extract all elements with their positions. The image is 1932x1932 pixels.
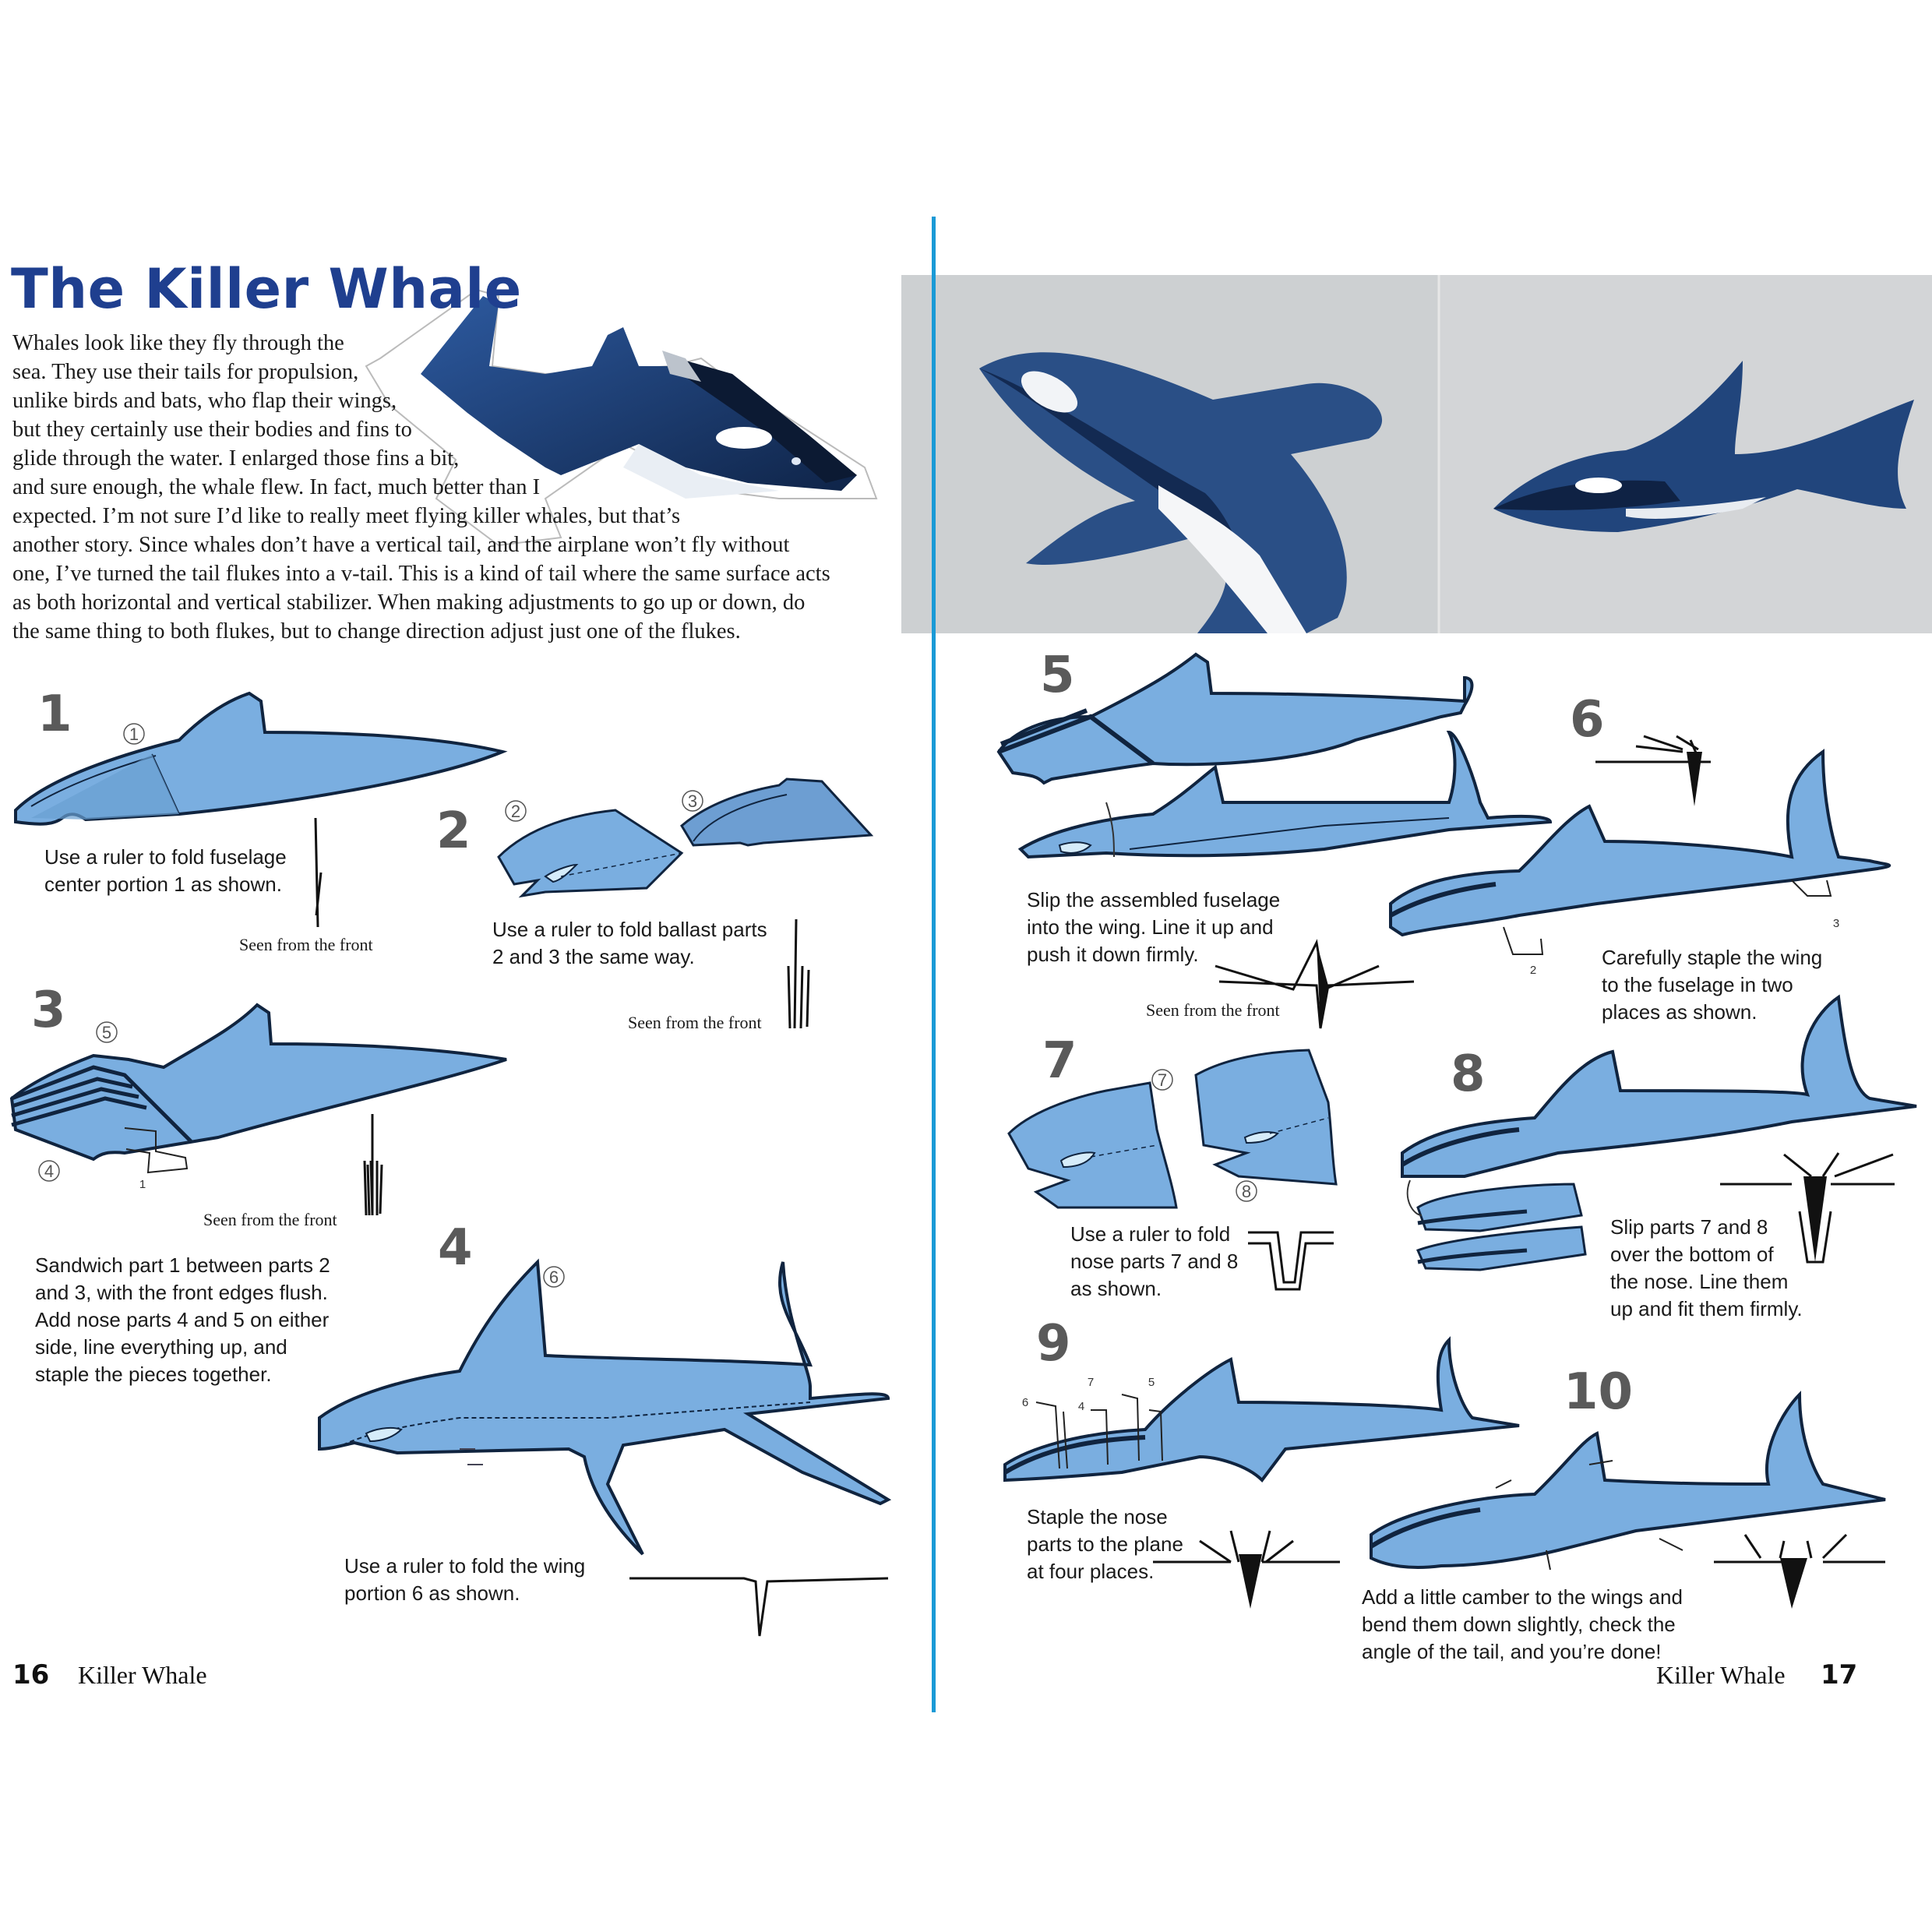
step8-caption xyxy=(1610,1214,1803,1323)
orca-photos xyxy=(901,275,1932,633)
intro-line: one, I’ve turned the tail flukes into a v-tail. This is a kind of tail where the same surface acts xyxy=(12,562,830,586)
step-number-1: 1 xyxy=(37,686,72,743)
step7-part-label-a: 7 xyxy=(1157,1070,1168,1090)
step3-seen-from-front: Seen from the front xyxy=(203,1210,337,1229)
caption-line: Use a ruler to fold ballast parts xyxy=(492,918,767,941)
step-number-2: 2 xyxy=(436,802,471,860)
caption-line: at four places. xyxy=(1027,1560,1155,1583)
caption-line: push it down firmly. xyxy=(1027,943,1199,966)
caption-line: the nose. Line them xyxy=(1610,1270,1789,1293)
step5-assembly-diagram xyxy=(999,654,1550,1028)
step6-staple-label-b: 3 xyxy=(1832,917,1840,930)
step9-caption xyxy=(1027,1504,1183,1585)
caption-line: staple the pieces together. xyxy=(35,1363,272,1386)
intro-line: the same thing to both flukes, but to change direction adjust just one of the flukes. xyxy=(12,619,741,643)
running-head-right: Killer Whale xyxy=(1656,1661,1786,1689)
intro-paragraph xyxy=(12,329,830,646)
page-gutter-divider xyxy=(932,217,936,1712)
step2-part-label-a: 2 xyxy=(510,802,521,821)
caption-line: Slip the assembled fuselage xyxy=(1027,888,1281,911)
caption-line: bend them down slightly, check the xyxy=(1362,1613,1676,1636)
caption-line: over the bottom of xyxy=(1610,1243,1774,1266)
running-head-left: Killer Whale xyxy=(78,1661,207,1689)
step-number-7: 7 xyxy=(1042,1032,1077,1090)
caption-line: to the fuselage in two xyxy=(1602,973,1793,996)
step1-caption xyxy=(44,844,287,898)
step3-sandwich-diagram xyxy=(12,1005,506,1215)
step2-ballast-diagram xyxy=(499,779,871,1028)
step1-part-label: 1 xyxy=(129,724,139,744)
step3-staple-label: 1 xyxy=(139,1178,146,1191)
caption-line: into the wing. Line it up and xyxy=(1027,915,1274,939)
step7-caption xyxy=(1070,1221,1238,1303)
step5-caption xyxy=(1027,887,1280,968)
intro-line: another story. Since whales don’t have a vertical tail, and the airplane won’t fly without xyxy=(12,533,790,557)
intro-line: but they certainly use their bodies and fins to xyxy=(12,418,412,442)
page-title: The Killer Whale xyxy=(11,257,522,321)
intro-line: and sure enough, the whale flew. In fact, much better than I xyxy=(12,475,541,499)
step-number-5: 5 xyxy=(1040,647,1075,704)
step2-seen-from-front: Seen from the front xyxy=(628,1013,762,1032)
caption-line: side, line everything up, and xyxy=(35,1335,287,1359)
step6-staple-label-a: 2 xyxy=(1529,964,1537,977)
step3-caption xyxy=(35,1252,330,1388)
page-number-right: 17 xyxy=(1821,1659,1858,1690)
caption-line: Use a ruler to fold fuselage xyxy=(44,845,287,869)
caption-line: parts to the plane xyxy=(1027,1532,1183,1556)
step1-seen-from-front: Seen from the front xyxy=(239,935,373,954)
intro-line: Whales look like they fly through the xyxy=(12,331,344,355)
step9-staple-label-c: 7 xyxy=(1087,1376,1095,1389)
step4-part-label: 6 xyxy=(548,1267,559,1287)
caption-line: Add a little camber to the wings and xyxy=(1362,1585,1683,1609)
step5-seen-from-front: Seen from the front xyxy=(1146,1000,1280,1020)
step-number-9: 9 xyxy=(1036,1315,1071,1373)
caption-line: Sandwich part 1 between parts 2 xyxy=(35,1253,330,1277)
caption-line: Add nose parts 4 and 5 on either xyxy=(35,1308,330,1331)
intro-line: as both horizontal and vertical stabilizer. When making adjustments to go up or down, do xyxy=(12,591,806,615)
page-number-left: 16 xyxy=(12,1659,50,1690)
step-number-10: 10 xyxy=(1564,1363,1634,1421)
step10-caption xyxy=(1362,1584,1683,1666)
caption-line: angle of the tail, and you’re done! xyxy=(1362,1640,1662,1663)
caption-line: and 3, with the front edges flush. xyxy=(35,1281,328,1304)
step2-caption xyxy=(492,916,767,971)
step3-part-label-a: 5 xyxy=(101,1023,112,1042)
caption-line: Use a ruler to fold the wing xyxy=(344,1554,586,1578)
caption-line: 2 and 3 the same way. xyxy=(492,945,695,968)
caption-line: places as shown. xyxy=(1602,1000,1757,1024)
step4-caption xyxy=(344,1553,585,1607)
intro-line: glide through the water. I enlarged those fins a bit, xyxy=(12,446,460,471)
step-number-4: 4 xyxy=(438,1219,473,1277)
step7-part-label-b: 8 xyxy=(1241,1182,1252,1201)
step2-part-label-b: 3 xyxy=(687,791,698,811)
caption-line: Slip parts 7 and 8 xyxy=(1610,1215,1768,1239)
caption-line: as shown. xyxy=(1070,1277,1162,1300)
step9-staple-label-d: 5 xyxy=(1148,1376,1155,1389)
caption-line: up and fit them firmly. xyxy=(1610,1297,1803,1320)
step9-staple-label-b: 4 xyxy=(1077,1400,1085,1413)
intro-line: unlike birds and bats, who flap their wings, xyxy=(12,389,397,413)
step-number-6: 6 xyxy=(1570,691,1605,749)
step3-part-label-b: 4 xyxy=(44,1162,55,1181)
intro-line: expected. I’m not sure I’d like to really meet flying killer whales, but that’s xyxy=(12,504,681,528)
step-number-8: 8 xyxy=(1451,1045,1486,1103)
caption-line: nose parts 7 and 8 xyxy=(1070,1250,1239,1273)
caption-line: Use a ruler to fold xyxy=(1070,1222,1231,1246)
caption-line: Carefully staple the wing xyxy=(1602,946,1823,969)
caption-line: center portion 1 as shown. xyxy=(44,873,282,896)
intro-line: sea. They use their tails for propulsion, xyxy=(12,360,359,384)
step6-caption xyxy=(1602,944,1822,1026)
step-number-3: 3 xyxy=(31,982,66,1039)
step9-staple-label-a: 6 xyxy=(1021,1396,1029,1409)
caption-line: Staple the nose xyxy=(1027,1505,1168,1528)
caption-line: portion 6 as shown. xyxy=(344,1581,520,1605)
